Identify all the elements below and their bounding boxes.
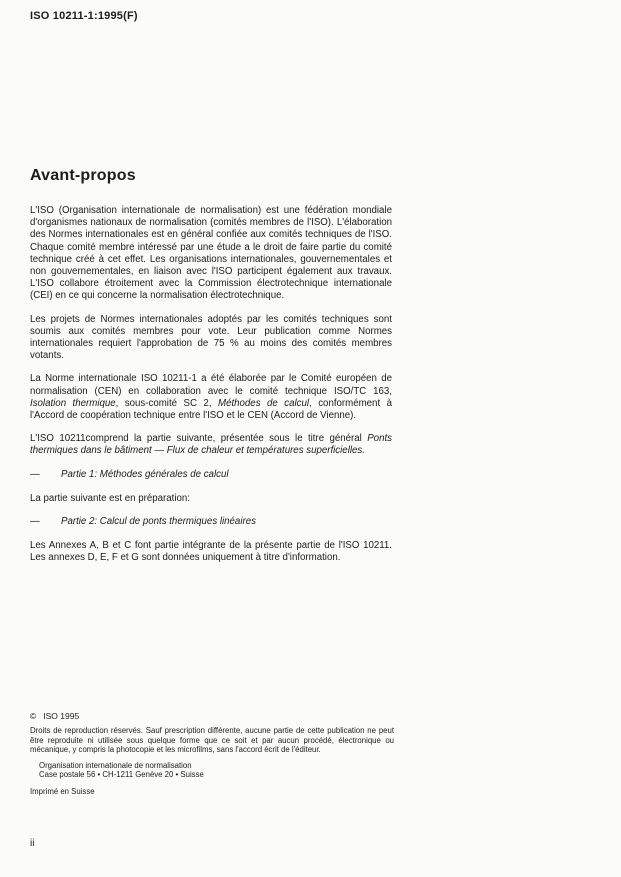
dash-marker: —	[30, 516, 40, 528]
imprint-footer	[30, 711, 394, 796]
publisher-address-block	[39, 761, 394, 780]
rights-notice: Droits de reproduction réservés. Sauf prescription différente, aucune partie de cette publication ne peut être reproduite ni utilisée sous quelque forme que ce soit et par aucun procédé, électronique ou mécanique, y compris la photocopie et les microfilms, sans l'accord écrit de l'éditeur.	[30, 726, 394, 755]
copyright-text: ISO 1995	[43, 711, 80, 721]
paragraph-iso-intro: L'ISO (Organisation internationale de normalisation) est une fédération mondiale d'organismes nationaux de normalisation (comités membres de l'ISO). L'élaboration des Normes internationales est en général confiée aux comités techniques de l'ISO. Chaque comité membre intéressé par une étude a le droit de faire partie du comité technique créé à cet effet. Les organisations internationales, gouvernementales et non gouvernementales, en liaison avec l'ISO participent également aux travaux. L'ISO collabore étroitement avec la Commission électrotechnique internationale (CEI) en ce qui concerne la normalisation électrotechnique.	[30, 205, 392, 302]
text-segment: , conformément à l'Accord de coopération technique entre l'ISO et le CEN (Accord de Vienne).	[30, 397, 392, 422]
foreword-section	[30, 167, 392, 576]
paragraph-in-preparation: La partie suivante est en préparation:	[30, 492, 190, 504]
text-segment: , sous-comité SC 2,	[115, 397, 218, 409]
section-title: Avant-propos	[30, 167, 136, 184]
list-item-part2	[30, 516, 392, 528]
italic-segment: Méthodes de calcul	[218, 397, 310, 409]
italic-segment: Isolation thermique	[30, 397, 116, 409]
italic-segment: Ponts thermiques dans le bâtiment — Flux de chaleur et températures superficielles.	[30, 433, 392, 457]
list-item-part1	[30, 469, 392, 481]
copyright-icon: ©	[30, 711, 37, 721]
list-item-text: Partie 2: Calcul de ponts thermiques linéaires	[61, 516, 256, 528]
copyright-line	[30, 711, 394, 721]
text-segment: L'ISO 10211comprend la partie suivante, présentée sous le titre général	[30, 433, 368, 445]
list-item-text: Partie 1: Méthodes générales de calcul	[61, 468, 229, 480]
dash-marker: —	[30, 468, 40, 480]
text-segment: La Norme internationale ISO 10211-1 a été élaborée par le Comité européen de normalisation (CEN) en collaboration avec le comité technique ISO/TC 163,	[30, 373, 392, 397]
document-reference: ISO 10211-1:1995(F)	[30, 10, 138, 22]
paragraph-annexes: Les Annexes A, B et C font partie intégrante de la présente partie de l'ISO 10211. Les annexes D, E, F et G sont données uniquement à titre d'information.	[30, 540, 392, 564]
paragraph-general-title	[30, 433, 392, 457]
publisher-address: Case postale 56 • CH-1211 Genève 20 • Suisse	[39, 770, 204, 780]
page-number: ii	[30, 838, 35, 849]
paragraph-cen-collaboration	[30, 373, 392, 422]
printed-in-line: Imprimé en Suisse	[30, 786, 95, 796]
paragraph-draft-votes: Les projets de Normes internationales adoptés par les comités techniques sont soumis aux comités membres pour vote. Leur publication comme Normes internationales requiert l'approbation de 75 % au moins des comités membres votants.	[30, 313, 392, 362]
publisher-name: Organisation internationale de normalisation	[39, 760, 192, 770]
